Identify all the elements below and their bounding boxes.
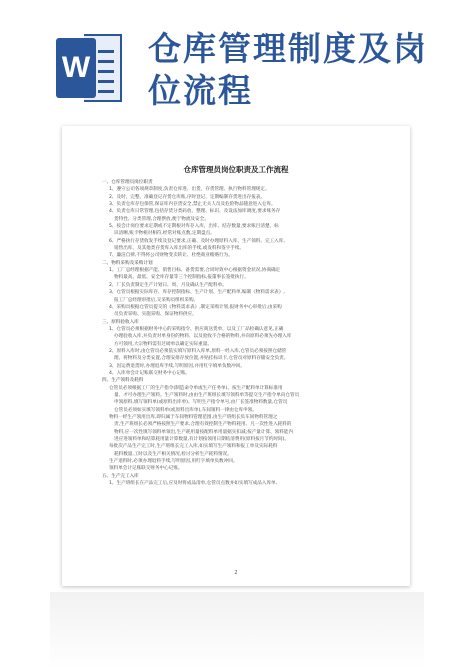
doc-line: 领料单会计记账联交财务中心记账。 xyxy=(109,466,183,472)
doc-line: 仓管员必须根据工厂的生产指令(制造命令单或生产任务单)、按生产配料单计算标准用 xyxy=(109,385,283,391)
doc-line: 识清晰,账卡物相对相符,经常对账点数,定期盘点。 xyxy=(114,231,215,237)
doc-line: 5、按会计岗位要求定期或不定期根对库存入库、出库、结存数量,要求账目清楚、标 xyxy=(109,224,279,230)
doc-line: 1、工厂总经理根据产能、销售目标、备货需要,合同时效中心根据资金状况,协商确定 xyxy=(109,268,281,274)
doc-line: 2、及时、完整、准确登记存货仓库账,序时登记、定期编制存货进出存报表。 xyxy=(109,194,265,200)
doc-line: 销售出库、及其他类存货库入库出库的手续,或发料和签字手续。 xyxy=(114,246,245,252)
doc-line: 7、廉洁自律,不得将公司财物变卖转让、杜绝商业贿赂行为。 xyxy=(109,253,233,259)
document-header xyxy=(0,0,474,118)
doc-line: 3、仓管员根据实际库存、库存控制指标、生产计划、生产配料单,编制《物料需求表》, xyxy=(109,290,285,296)
doc-line: 货特性、分类管理,合理摆放,便于物流及安全。 xyxy=(114,216,209,222)
doc-line: 量、才可办理生产领料。生产领料时,由由生产班组长填写领料单等提交生产指令单向仓管员 xyxy=(114,392,300,398)
doc-line: 责,生产班组长必须严格按照生产要求,合理有效控制生产物料耗用。凡一次性进入耗料的 xyxy=(114,422,292,428)
doc-line: 二、物料采购及采购计划 xyxy=(102,260,153,266)
doc-line: 1、遵守公司各项规章制度,负责仓库进、出货、存货管理、执行物料管理规定。 xyxy=(109,187,270,193)
doc-line: 物料,应一次性填写领料单领出,生产耗用量按配料单用量据实扣减;按产量计算、领料能内 xyxy=(114,429,294,435)
doc-line: 生产退料时,必须办理退料手续,写明原因,用红字填单负数冲回。 xyxy=(109,459,238,465)
doc-line: 四、生产领料及耗料 xyxy=(102,378,144,384)
doc-line: 一、仓库管理员岗位职责 xyxy=(102,180,153,185)
doc-line: 办理验收入库,并负责对单身份的物料、以及验收不合格的物料,并向原料必须先办理入库 xyxy=(114,334,292,340)
doc-line: 进应进领料单和结算耗用量计算数量,有计划按领用日期结清费用(原料按月节约时间)。 xyxy=(114,437,290,443)
doc-line: 1、生产班组长在产品完工后,应及时将成品清单,仓管员点数并如实填写成品入库单, xyxy=(109,481,278,487)
doc-line: 报工厂总经理审批后,交采购员组织采购。 xyxy=(114,297,199,303)
document-body xyxy=(62,179,410,487)
word-document-icon xyxy=(56,34,128,102)
doc-line: 2、厂长负责制定生产计划日、周、月及确认生产配料单。 xyxy=(109,282,227,288)
document-preview-page[interactable] xyxy=(62,126,410,586)
doc-line: 3、负责仓库存包保管,保证库内存货安全,禁止无关人员及危险物品随意进入仓库。 xyxy=(109,202,276,208)
doc-line: 2、原料入库时,由仓管员必须依实填写原料入库单,原料一经入库,仓管员必须按照仓储管 xyxy=(109,348,287,354)
doc-line: 三、原料验收入库 xyxy=(102,319,139,325)
doc-line: 1、仓管员必须根据财务中心的采购指令、供应商送货单、以及工厂品检确认意见,正确 xyxy=(109,326,284,332)
doc-line: 4、负责仓库日常管理,包括存货分类码放、整理、标识、及设法加库调度,要求账务存 xyxy=(109,209,281,215)
page-number: 2 xyxy=(234,570,238,576)
doc-line: 6、严格执行存货收发手续及登记要求,正确、及时办理原料入库、生产领料、完工入库、 xyxy=(109,238,288,244)
doc-line: 五、生产完工入库 xyxy=(102,473,139,479)
document-title: 仓库管理员岗位职责及工作流程 xyxy=(183,165,289,174)
doc-line: 4、采购员根据仓管员提交的《物料需求表》,制定采购计划,报财务中心审批后,由采购 xyxy=(109,304,282,310)
doc-line: 每批次产品生产完工时,生产班组长完工入库,如实填写生产领料和报工单及实际耗料 xyxy=(109,444,278,450)
word-logo-tile xyxy=(56,38,96,98)
doc-line: 申领原料,填写领料单(或原料出库单)、写明生产指令单号,由厂长签准物料数量,仓管员 xyxy=(114,400,288,406)
page-shadow-area xyxy=(50,592,424,669)
doc-line: 耗料数量,工时以及生产相关情况,检讨分析生产耗料情况。 xyxy=(114,451,232,457)
page-title: 仓库管理制度及岗位流程 xyxy=(148,29,428,110)
doc-line: 物料一经生产领用出库,即归属于车间物料管理范围,由生产班组长负车间物料管理之 xyxy=(109,415,278,420)
doc-line: 方可领用,大宗物料需有过磅单以确定实际重量。 xyxy=(114,341,212,347)
doc-line: 物料最高、最低、安全库存量等三个控制指标,报董事长签批执行。 xyxy=(114,275,249,281)
doc-line: 仓管员必须如实填写领料单(或原料出库单),车间领料一律由仓库申领。 xyxy=(114,407,257,413)
doc-line: 理、将物料及分类安置,合理安排存放位置,并贴挂标识卡,仓管员对原料存储安全负责。 xyxy=(114,356,289,362)
doc-line: 员负责采购、实施采购、保证物料供应。 xyxy=(114,312,197,318)
doc-line: 4、入库单会计记账联交财务中心记账。 xyxy=(109,370,191,376)
doc-line: 3、因运费退货时,办理退库手续,写明原因,并用红字填单负数冲回。 xyxy=(109,363,245,369)
word-logo-letter: W xyxy=(61,51,91,84)
